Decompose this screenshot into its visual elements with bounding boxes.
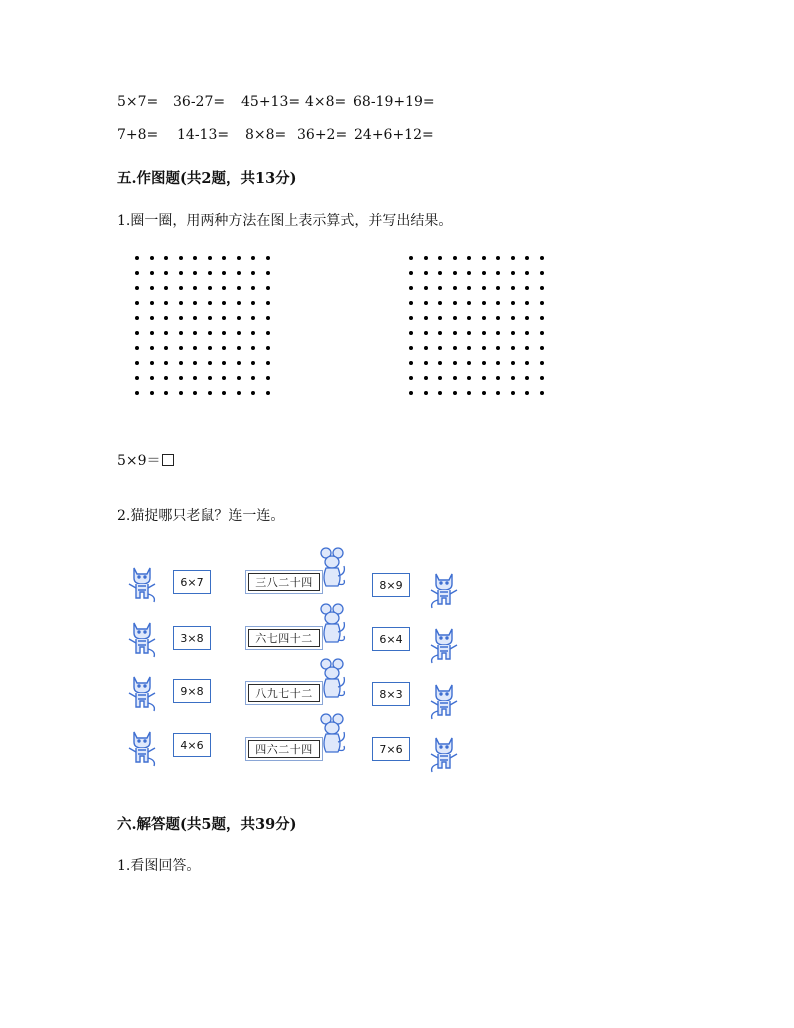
grid-dot <box>424 271 428 275</box>
grid-dot <box>540 361 544 365</box>
grid-dot <box>164 316 168 320</box>
grid-dot <box>438 256 442 260</box>
grid-dot <box>266 271 270 275</box>
question-2-prompt: 2.猫捉哪只老鼠？连一连。 <box>117 508 285 524</box>
grid-dot <box>482 376 486 380</box>
mouse-sign[interactable] <box>245 570 323 594</box>
grid-dot <box>424 331 428 335</box>
grid-dot <box>193 271 197 275</box>
answer-box[interactable] <box>162 454 174 466</box>
cat-icon <box>426 625 462 665</box>
grid-dot <box>453 331 457 335</box>
grid-dot <box>193 346 197 350</box>
calc-item: 14-13= <box>177 127 230 143</box>
grid-dot <box>511 391 515 395</box>
grid-dot <box>193 391 197 395</box>
grid-dot <box>511 361 515 365</box>
grid-dot <box>251 256 255 260</box>
mouse-icon <box>316 712 348 756</box>
grid-dot <box>164 256 168 260</box>
grid-dot <box>222 286 226 290</box>
grid-dot <box>208 316 212 320</box>
grid-dot <box>525 316 529 320</box>
sign-label: 六七四十二 <box>248 629 320 647</box>
grid-dot <box>135 316 139 320</box>
grid-dot <box>496 256 500 260</box>
grid-dot <box>164 346 168 350</box>
grid-dot <box>208 256 212 260</box>
grid-dot <box>453 376 457 380</box>
grid-dot <box>525 346 529 350</box>
grid-dot <box>540 346 544 350</box>
grid-dot <box>511 286 515 290</box>
grid-dot <box>467 346 471 350</box>
grid-dot <box>193 286 197 290</box>
grid-dot <box>150 271 154 275</box>
grid-dot <box>424 391 428 395</box>
grid-dot <box>266 316 270 320</box>
grid-dot <box>496 286 500 290</box>
cat-icon <box>426 570 462 610</box>
grid-dot <box>496 346 500 350</box>
calc-item: 24+6+12= <box>354 127 434 143</box>
grid-dot <box>179 316 183 320</box>
grid-dot <box>222 316 226 320</box>
grid-dot <box>164 301 168 305</box>
grid-dot <box>208 331 212 335</box>
grid-dot <box>482 361 486 365</box>
grid-dot <box>251 391 255 395</box>
grid-dot <box>266 331 270 335</box>
grid-dot <box>266 361 270 365</box>
calc-item: 5×7= <box>117 94 159 110</box>
grid-dot <box>496 391 500 395</box>
calc-item: 7+8= <box>117 127 159 143</box>
grid-dot <box>409 316 413 320</box>
grid-dot <box>525 391 529 395</box>
grid-dot <box>438 376 442 380</box>
grid-dot <box>266 286 270 290</box>
grid-dot <box>266 376 270 380</box>
grid-dot <box>438 331 442 335</box>
grid-dot <box>179 301 183 305</box>
grid-dot <box>150 301 154 305</box>
cat-icon <box>124 564 160 604</box>
grid-dot <box>511 346 515 350</box>
grid-dot <box>237 286 241 290</box>
grid-dot <box>453 316 457 320</box>
section6-question-1-prompt: 1.看图回答。 <box>117 858 201 874</box>
grid-dot <box>150 361 154 365</box>
right-calc-box[interactable]: 8×9 <box>372 573 410 597</box>
grid-dot <box>237 301 241 305</box>
grid-dot <box>496 301 500 305</box>
q1-equation <box>117 450 174 470</box>
grid-dot <box>409 331 413 335</box>
grid-dot <box>135 331 139 335</box>
grid-dot <box>438 301 442 305</box>
grid-dot <box>467 301 471 305</box>
cat-icon <box>426 734 462 774</box>
grid-dot <box>453 271 457 275</box>
calc-item: 8×8= <box>245 127 287 143</box>
grid-dot <box>424 376 428 380</box>
grid-dot <box>164 286 168 290</box>
calc-item: 36-27= <box>173 94 226 110</box>
grid-dot <box>208 346 212 350</box>
grid-dot <box>193 376 197 380</box>
grid-dot <box>424 286 428 290</box>
section6-heading: 六.解答题(共5题，共39分) <box>117 816 297 833</box>
grid-dot <box>222 391 226 395</box>
grid-dot <box>467 391 471 395</box>
grid-dot <box>496 376 500 380</box>
grid-dot <box>525 331 529 335</box>
grid-dot <box>251 271 255 275</box>
grid-dot <box>438 286 442 290</box>
grid-dot <box>193 316 197 320</box>
mouse-icon <box>316 602 348 646</box>
mouse-icon <box>316 657 348 701</box>
grid-dot <box>467 376 471 380</box>
grid-dot <box>135 361 139 365</box>
grid-dot <box>453 361 457 365</box>
grid-dot <box>540 391 544 395</box>
grid-dot <box>179 346 183 350</box>
calc-item: 45+13= <box>241 94 301 110</box>
grid-dot <box>222 271 226 275</box>
grid-dot <box>179 331 183 335</box>
grid-dot <box>525 361 529 365</box>
calc-item: 36+2= <box>297 127 348 143</box>
grid-dot <box>438 361 442 365</box>
grid-dot <box>164 331 168 335</box>
grid-dot <box>511 331 515 335</box>
grid-dot <box>135 271 139 275</box>
mouse-sign[interactable] <box>245 737 323 761</box>
cat-icon <box>124 673 160 713</box>
grid-dot <box>453 301 457 305</box>
grid-dot <box>266 346 270 350</box>
grid-dot <box>179 391 183 395</box>
section5-heading: 五.作图题(共2题，共13分) <box>117 170 297 187</box>
grid-dot <box>482 331 486 335</box>
grid-dot <box>193 256 197 260</box>
grid-dot <box>525 301 529 305</box>
grid-dot <box>251 301 255 305</box>
grid-dot <box>424 256 428 260</box>
grid-dot <box>438 316 442 320</box>
right-calc-box[interactable]: 8×3 <box>372 682 410 706</box>
grid-dot <box>208 286 212 290</box>
grid-dot <box>438 391 442 395</box>
grid-dot <box>467 256 471 260</box>
grid-dot <box>193 301 197 305</box>
sign-label: 三八二十四 <box>248 573 320 591</box>
grid-dot <box>208 361 212 365</box>
grid-dot <box>164 361 168 365</box>
grid-dot <box>467 361 471 365</box>
sign-label: 八九七十二 <box>248 684 320 702</box>
grid-dot <box>409 346 413 350</box>
grid-dot <box>409 361 413 365</box>
grid-dot <box>179 256 183 260</box>
grid-dot <box>409 301 413 305</box>
grid-dot <box>482 346 486 350</box>
grid-dot <box>424 301 428 305</box>
grid-dot <box>424 346 428 350</box>
grid-dot <box>135 301 139 305</box>
grid-dot <box>251 316 255 320</box>
grid-dot <box>453 391 457 395</box>
dot-grid-left[interactable] <box>135 256 270 395</box>
grid-dot <box>150 331 154 335</box>
cat-icon <box>124 728 160 768</box>
grid-dot <box>409 271 413 275</box>
grid-dot <box>237 376 241 380</box>
grid-dot <box>164 391 168 395</box>
grid-dot <box>208 376 212 380</box>
sign-label: 四六二十四 <box>248 740 320 758</box>
grid-dot <box>150 376 154 380</box>
grid-dot <box>453 256 457 260</box>
grid-dot <box>424 316 428 320</box>
right-calc-box[interactable]: 6×4 <box>372 627 410 651</box>
grid-dot <box>467 271 471 275</box>
grid-dot <box>511 316 515 320</box>
grid-dot <box>251 361 255 365</box>
mouse-icon <box>316 546 348 590</box>
left-calc-box[interactable]: 4×6 <box>173 733 211 757</box>
grid-dot <box>540 271 544 275</box>
grid-dot <box>222 376 226 380</box>
grid-dot <box>482 301 486 305</box>
grid-dot <box>482 271 486 275</box>
grid-dot <box>179 286 183 290</box>
grid-dot <box>150 286 154 290</box>
left-calc-box[interactable]: 9×8 <box>173 679 211 703</box>
grid-dot <box>251 331 255 335</box>
cat-icon <box>426 681 462 721</box>
question-1-prompt: 1.圈一圈，用两种方法在图上表示算式，并写出结果。 <box>117 213 453 229</box>
grid-dot <box>409 376 413 380</box>
grid-dot <box>251 346 255 350</box>
grid-dot <box>208 391 212 395</box>
grid-dot <box>525 271 529 275</box>
grid-dot <box>179 376 183 380</box>
grid-dot <box>453 346 457 350</box>
grid-dot <box>511 301 515 305</box>
grid-dot <box>237 256 241 260</box>
right-calc-box[interactable]: 7×6 <box>372 737 410 761</box>
calc-item: 68-19+19= <box>353 94 435 110</box>
grid-dot <box>482 256 486 260</box>
grid-dot <box>266 301 270 305</box>
grid-dot <box>496 361 500 365</box>
grid-dot <box>525 376 529 380</box>
grid-dot <box>222 361 226 365</box>
grid-dot <box>409 391 413 395</box>
mouse-sign[interactable] <box>245 626 323 650</box>
grid-dot <box>540 331 544 335</box>
grid-dot <box>482 391 486 395</box>
grid-dot <box>496 271 500 275</box>
grid-dot <box>409 286 413 290</box>
grid-dot <box>150 316 154 320</box>
grid-dot <box>511 271 515 275</box>
grid-dot <box>222 256 226 260</box>
grid-dot <box>237 271 241 275</box>
grid-dot <box>511 376 515 380</box>
grid-dot <box>251 376 255 380</box>
grid-dot <box>496 331 500 335</box>
grid-dot <box>467 331 471 335</box>
grid-dot <box>540 286 544 290</box>
grid-dot <box>438 346 442 350</box>
grid-dot <box>525 286 529 290</box>
grid-dot <box>193 361 197 365</box>
grid-dot <box>251 286 255 290</box>
grid-dot <box>540 316 544 320</box>
grid-dot <box>193 331 197 335</box>
grid-dot <box>237 346 241 350</box>
grid-dot <box>424 361 428 365</box>
grid-dot <box>222 301 226 305</box>
dot-grid-right[interactable] <box>409 256 544 395</box>
grid-dot <box>150 346 154 350</box>
mouse-sign[interactable] <box>245 681 323 705</box>
grid-dot <box>540 301 544 305</box>
grid-dot <box>467 286 471 290</box>
grid-dot <box>237 391 241 395</box>
grid-dot <box>135 286 139 290</box>
grid-dot <box>540 376 544 380</box>
left-calc-box[interactable]: 3×8 <box>173 626 211 650</box>
grid-dot <box>179 271 183 275</box>
grid-dot <box>135 391 139 395</box>
calc-item: 4×8= <box>305 94 347 110</box>
grid-dot <box>266 391 270 395</box>
grid-dot <box>135 256 139 260</box>
grid-dot <box>208 301 212 305</box>
grid-dot <box>237 331 241 335</box>
q1-equation-text: 5×9＝ <box>117 453 161 469</box>
grid-dot <box>237 316 241 320</box>
grid-dot <box>222 346 226 350</box>
grid-dot <box>150 256 154 260</box>
grid-dot <box>266 256 270 260</box>
grid-dot <box>496 316 500 320</box>
grid-dot <box>150 391 154 395</box>
grid-dot <box>482 286 486 290</box>
grid-dot <box>511 256 515 260</box>
cat-icon <box>124 619 160 659</box>
grid-dot <box>164 376 168 380</box>
grid-dot <box>222 331 226 335</box>
grid-dot <box>467 316 471 320</box>
grid-dot <box>179 361 183 365</box>
grid-dot <box>208 271 212 275</box>
grid-dot <box>540 256 544 260</box>
left-calc-box[interactable]: 6×7 <box>173 570 211 594</box>
grid-dot <box>482 316 486 320</box>
grid-dot <box>164 271 168 275</box>
grid-dot <box>135 346 139 350</box>
grid-dot <box>135 376 139 380</box>
grid-dot <box>453 286 457 290</box>
grid-dot <box>525 256 529 260</box>
grid-dot <box>409 256 413 260</box>
grid-dot <box>237 361 241 365</box>
grid-dot <box>438 271 442 275</box>
